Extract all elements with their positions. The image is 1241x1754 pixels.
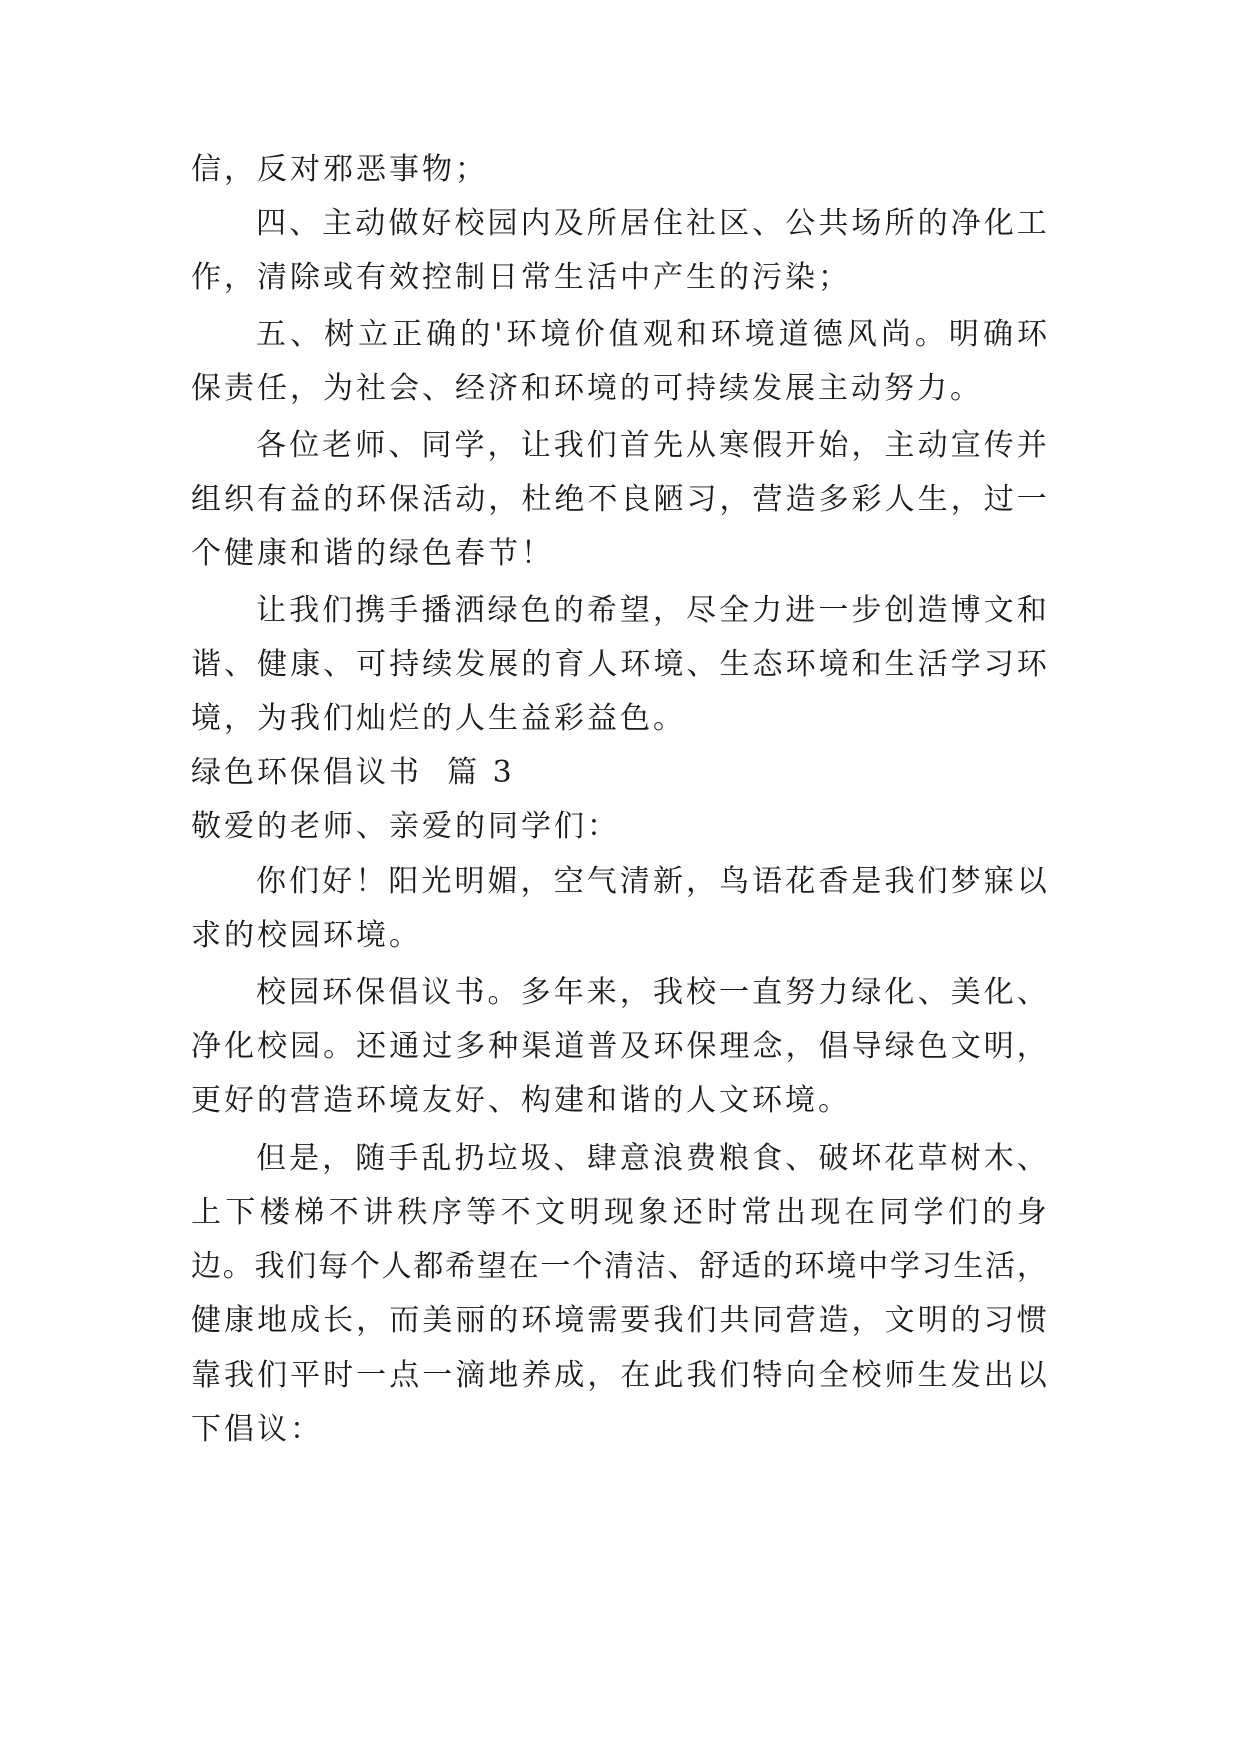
text-line: 校 园 环 保 倡 议 书 。 多 年 来 ， 我 校 一 直 努 力 绿 化 、 美 化 、 bbox=[256, 975, 1047, 1010]
text-line: 让 我 们 携 手 播 洒 绿 色 的 希 望 ， 尽 全 力 进 一 步 创 造 博 文 和 bbox=[256, 593, 1047, 628]
text-line: 下倡议： bbox=[191, 1412, 323, 1447]
text-line: 但 是 ， 随 手 乱 扔 垃 圾 、 肆 意 浪 费 粮 食 、 破 坏 花 草 树 木 、 bbox=[256, 1141, 1047, 1176]
text-line: 谐 、 健 康 、 可 持 续 发 展 的 育 人 环 境 、 生 态 环 境 和 生 活 学 习 环 bbox=[191, 647, 1047, 682]
text-line: 各 位 老 师 、 同 学 ， 让 我 们 首 先 从 寒 假 开 始 ， 主 动 宣 传 并 bbox=[256, 428, 1047, 463]
text-line: 作，清除或有效控制日常生活中产生的污染； bbox=[191, 260, 851, 295]
text-line: 个健康和谐的绿色春节！ bbox=[191, 536, 554, 571]
text-line: 上 下 楼 梯 不 讲 秩 序 等 不 文 明 现 象 还 时 常 出 现 在 同 学 们 的 身 bbox=[191, 1195, 1047, 1230]
salutation: 敬爱的老师、亲爱的同学们： bbox=[191, 809, 620, 844]
text-line: 求的校园环境。 bbox=[191, 918, 422, 953]
text-line: 境，为我们灿烂的人生益彩益色。 bbox=[191, 701, 686, 736]
section-heading: 绿色环保倡议书 篇 3 bbox=[191, 755, 515, 790]
text-line: 组 织 有 益 的 环 保 活 动 ， 杜 绝 不 良 陋 习 ， 营 造 多 彩 人 生 ， 过 一 bbox=[191, 482, 1047, 517]
text-line: 你 们 好 ！ 阳 光 明 媚 ， 空 气 清 新 ， 鸟 语 花 香 是 我 们 梦 寐 以 bbox=[256, 864, 1047, 899]
text-line: 信，反对邪恶事物； bbox=[191, 152, 488, 187]
text-line: 保责任，为社会、经济和环境的可持续发展主动努力。 bbox=[191, 371, 983, 406]
text-line: 四 、 主 动 做 好 校 园 内 及 所 居 住 社 区 、 公 共 场 所 的 净 化 工 bbox=[256, 206, 1047, 241]
text-line: 健 康 地 成 长 ， 而 美 丽 的 环 境 需 要 我 们 共 同 营 造 ， 文 明 的 习 惯 bbox=[191, 1303, 1047, 1338]
text-line: 五 、 树 立 正 确 的 ' 环 境 价 值 观 和 环 境 道 德 风 尚 。 明 确 环 bbox=[256, 317, 1047, 352]
text-line: 边 。 我 们 每 个 人 都 希 望 在 一 个 清 洁 、 舒 适 的 环 境 中 学 习 生 活 ， bbox=[191, 1249, 1047, 1284]
text-line: 更好的营造环境友好、构建和谐的人文环境。 bbox=[191, 1083, 851, 1118]
text-line: 靠 我 们 平 时 一 点 一 滴 地 养 成 ， 在 此 我 们 特 向 全 校 师 生 发 出 以 bbox=[191, 1358, 1047, 1393]
text-line: 净 化 校 园 。 还 通 过 多 种 渠 道 普 及 环 保 理 念 ， 倡 导 绿 色 文 明 ， bbox=[191, 1029, 1047, 1064]
